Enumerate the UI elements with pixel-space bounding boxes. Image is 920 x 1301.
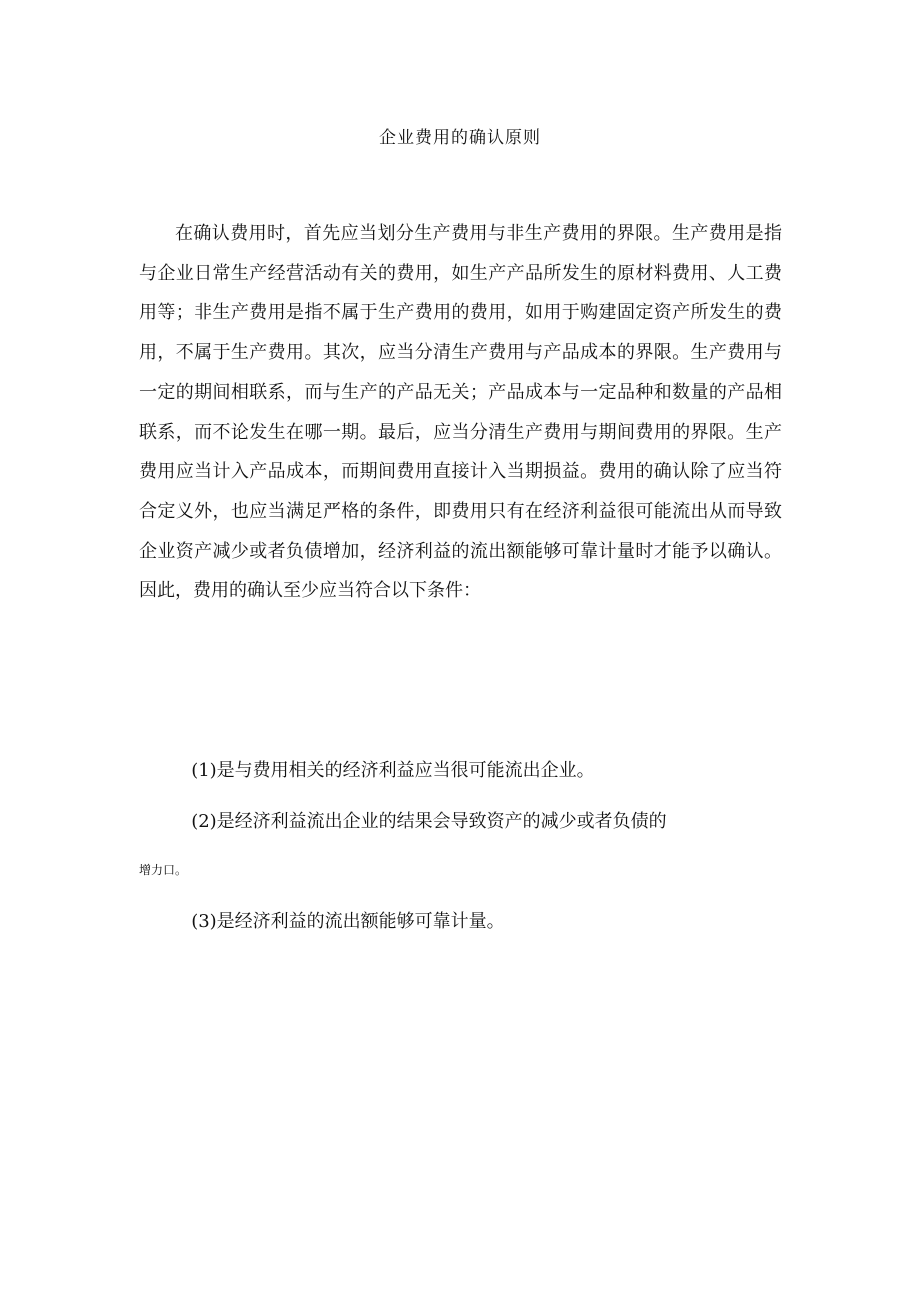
- condition-1: (1)是与费用相关的经济利益应当很可能流出企业。: [191, 760, 595, 781]
- condition-3: (3)是经济利益的流出额能够可靠计量。: [191, 911, 505, 932]
- body-paragraph: 在确认费用时，首先应当划分生产费用与非生产费用的界限。生产费用是指与企业日常生产经营活动有关的费用，如生产产品所发生的原材料费用、人工费用等；非生产费用是指不属于生产费用的费用，如用于购建固定资产所发生的费用，不属于生产费用。其次，应当分清生产费用与产品成本的界限。生产费用与一定的期间相联系，而与生产的产品无关；产品成本与一定品种和数量的产品相联系，而不论发生在哪一期。最后，应当分清生产费用与期间费用的界限。生产费用应当计入产品成本，而期间费用直接计入当期损益。费用的确认除了应当符合定义外，也应当满足严格的条件，即费用只有在经济利益很可能流出从而导致企业资产减少或者负债增加，经济利益的流出额能够可靠计量时才能予以确认。因此，费用的确认至少应当符合以下条件：: [139, 223, 782, 602]
- document-title: 企业费用的确认原则: [379, 128, 541, 148]
- condition-2: (2)是经济利益流出企业的结果会导致资产的减少或者负债的: [191, 811, 667, 832]
- condition-2-continuation: 增力口。: [139, 863, 188, 877]
